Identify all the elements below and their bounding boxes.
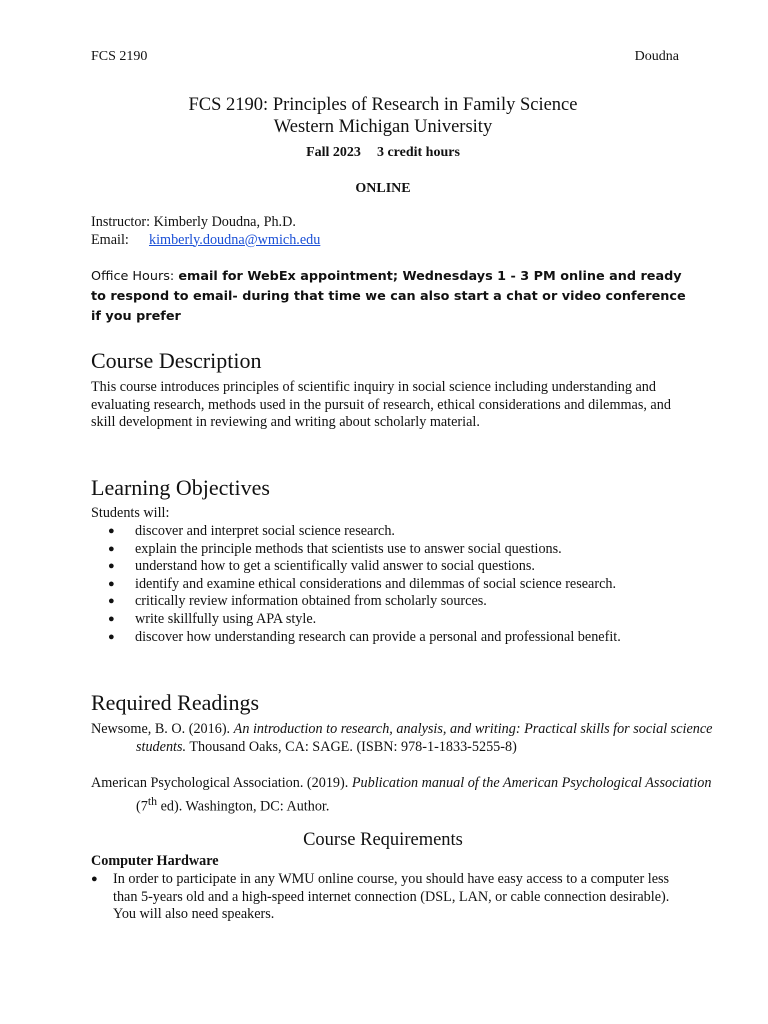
list-item [108, 629, 688, 647]
ref-title: Publication manual of the American Psychological Association [351, 775, 712, 791]
ref-edition: (7 [136, 798, 148, 815]
header-course-code: FCS 2190 [91, 49, 148, 64]
list-item [108, 611, 688, 629]
objective-text: write skillfully using APA style. [135, 610, 317, 627]
course-format: ONLINE [355, 180, 411, 196]
objective-text: critically review information obtained from scholarly sources. [135, 593, 487, 610]
university-name: Western Michigan University [273, 117, 493, 137]
list-item [91, 871, 681, 924]
computer-hardware-heading: Computer Hardware [91, 853, 219, 869]
reference-newsome [91, 721, 718, 756]
credit-hours: 3 credit hours [376, 145, 460, 160]
email-link[interactable]: kimberly.doudna@wmich.edu [149, 231, 321, 248]
hardware-list [91, 871, 681, 924]
course-description-heading: Course Description [91, 348, 262, 373]
list-item [108, 523, 688, 541]
objective-text: discover and interpret social science research. [135, 523, 395, 539]
reference-apa [91, 775, 718, 816]
office-hours-text: email for WebEx appointment; Wednesdays 1 - 3 PM online and ready to respond to email- during that time we can also start a chat or video conference if you prefer [91, 269, 686, 324]
running-header [91, 48, 679, 66]
bullet-icon: ● [108, 612, 115, 625]
list-item [108, 593, 688, 611]
objective-text: explain the principle methods that scientists use to answer social questions. [135, 540, 562, 557]
instructor-block [91, 214, 679, 249]
list-item [108, 541, 688, 559]
course-description-text: This course introduces principles of scientific inquiry in social science including understanding and evaluating research, methods used in the pursuit of research, ethical considerations and dilemmas, and skill development in reviewing and writing about scholarly material. [91, 379, 671, 431]
office-hours-label: Office Hours: [91, 269, 175, 284]
bullet-icon: ● [91, 873, 98, 885]
ref-publisher: ed). Washington, DC: Author. [157, 798, 330, 815]
email-row [91, 232, 679, 250]
list-item [108, 576, 688, 594]
list-item [108, 558, 688, 576]
bullet-icon: ● [108, 630, 115, 643]
ref-title: An introduction to research, analysis, and writing: Practical skills for social science students. [136, 721, 713, 755]
learning-objectives-heading: Learning Objectives [91, 475, 270, 500]
ref-authors: Newsome, B. O. (2016). [91, 721, 234, 737]
course-title: FCS 2190: Principles of Research in Family Science [188, 95, 578, 115]
term: Fall 2023 [306, 145, 361, 160]
objective-text: understand how to get a scientifically valid answer to social questions. [135, 558, 535, 575]
email-label: Email: [91, 231, 129, 248]
objectives-intro: Students will: [91, 505, 170, 521]
bullet-icon: ● [108, 577, 115, 590]
office-hours [91, 267, 691, 327]
objectives-list [108, 523, 688, 646]
bullet-icon: ● [108, 595, 115, 608]
ref-edition-superscript: th [147, 793, 158, 808]
course-requirements-heading: Course Requirements [303, 830, 463, 850]
header-author: Doudna [634, 49, 679, 64]
ref-publisher: Thousand Oaks, CA: SAGE. (ISBN: 978-1-1833-5255-8) [186, 738, 517, 755]
term-line [91, 144, 675, 162]
instructor-line: Instructor: Kimberly Doudna, Ph.D. [91, 214, 296, 230]
required-readings-heading: Required Readings [91, 690, 260, 715]
bullet-icon: ● [108, 525, 115, 537]
hardware-requirement-text: In order to participate in any WMU online course, you should have easy access to a computer less than 5-years old and a high-speed internet connection (DSL, LAN, or cable connection desirable). You will also need speakers. [113, 871, 670, 923]
title-block [91, 94, 675, 197]
ref-authors: American Psychological Association. (2019). [91, 775, 352, 791]
objective-text: discover how understanding research can provide a personal and professional benefit. [135, 628, 621, 645]
objective-text: identify and examine ethical considerations and dilemmas of social science research. [135, 575, 617, 592]
bullet-icon: ● [108, 560, 115, 573]
bullet-icon: ● [108, 542, 115, 555]
